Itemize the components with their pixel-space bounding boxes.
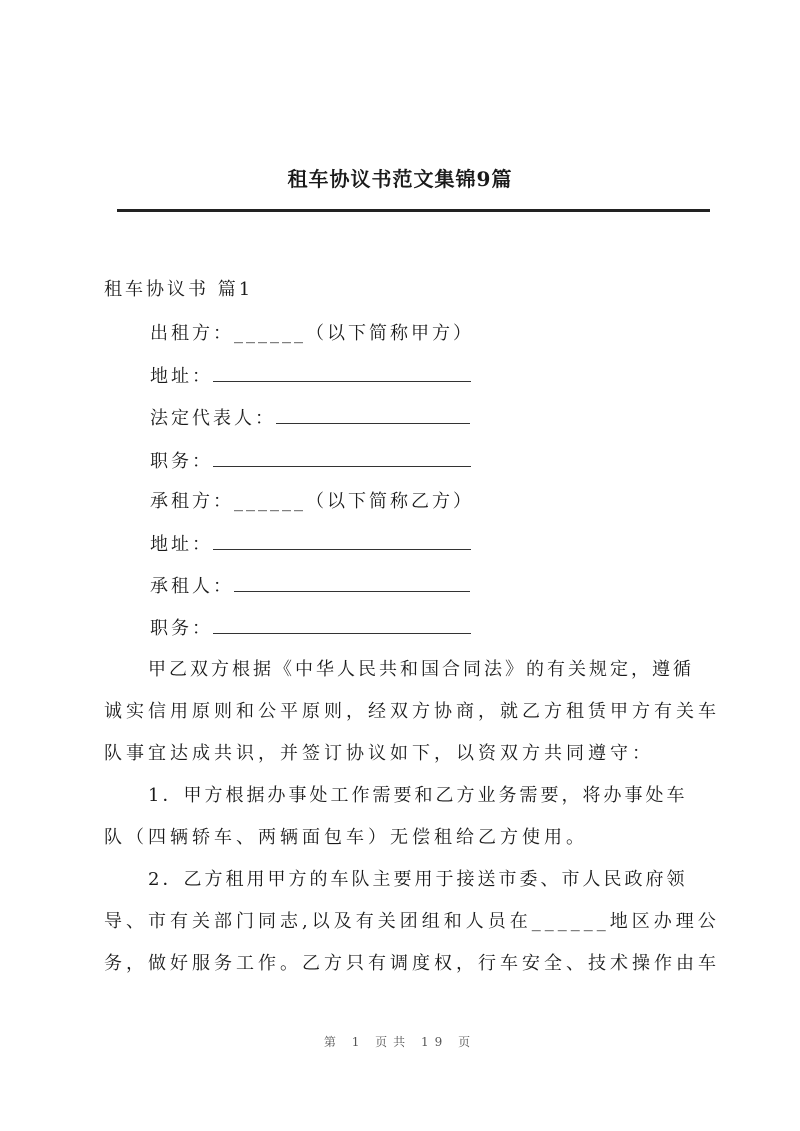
- lessee-line: [150, 487, 474, 513]
- item2-line-2: 导、市有关部门同志,以及有关团组和人员在______地区办理公: [104, 911, 720, 932]
- lessor-label: 出租方：: [150, 323, 234, 344]
- section-heading: 租车协议书 篇1: [104, 279, 254, 300]
- document-title: 租车协议书范文集锦9篇: [287, 167, 513, 191]
- lessee-label: 承租方：: [150, 491, 234, 512]
- lessor-position-label: 职务：: [150, 451, 213, 472]
- lessee-position-label: 职务：: [150, 618, 213, 639]
- intro-line-2: 诚实信用原则和公平原则，经双方协商，就乙方租赁甲方有关车: [104, 701, 720, 722]
- lessee-note: （以下简称乙方）: [306, 491, 474, 512]
- lessor-address-blank: [213, 365, 471, 382]
- intro-line-1: 甲乙双方根据《中华人民共和国合同法》的有关规定，遵循: [148, 659, 694, 680]
- item1-line-1: 1．甲方根据办事处工作需要和乙方业务需要，将办事处车: [148, 785, 688, 806]
- lessee-address-blank: [213, 533, 471, 550]
- lessor-position-blank: [213, 450, 471, 467]
- page-footer: 第 1 页共 19 页: [323, 1035, 477, 1049]
- lessor-address-label: 地址：: [150, 366, 213, 387]
- legal-rep-blank: [276, 407, 470, 424]
- item1-line-2: 队（四辆轿车、两辆面包车）无偿租给乙方使用。: [104, 827, 588, 848]
- lessee-position-line: [150, 614, 471, 640]
- title-divider: [117, 209, 710, 212]
- legal-rep-label: 法定代表人：: [150, 408, 276, 429]
- lessee-person-blank: [234, 575, 470, 592]
- item2-line-3: 务，做好服务工作。乙方只有调度权，行车安全、技术操作由车: [104, 953, 720, 974]
- lessee-position-blank: [213, 617, 471, 634]
- lessor-note: （以下简称甲方）: [306, 323, 474, 344]
- lessee-person-label: 承租人：: [150, 576, 234, 597]
- lessee-blank: ______: [234, 491, 306, 512]
- item2-line-1: 2．乙方租用甲方的车队主要用于接送市委、市人民政府领: [148, 869, 688, 890]
- lessee-person-line: [150, 572, 470, 598]
- lessee-address-line: [150, 530, 471, 556]
- lessor-address-line: [150, 362, 471, 388]
- legal-rep-line: [150, 404, 470, 430]
- lessor-blank: ______: [234, 323, 306, 344]
- lessee-address-label: 地址：: [150, 534, 213, 555]
- lessor-position-line: [150, 447, 471, 473]
- lessor-line: [150, 319, 474, 345]
- intro-line-3: 队事宜达成共识，并签订协议如下，以资双方共同遵守：: [104, 743, 654, 764]
